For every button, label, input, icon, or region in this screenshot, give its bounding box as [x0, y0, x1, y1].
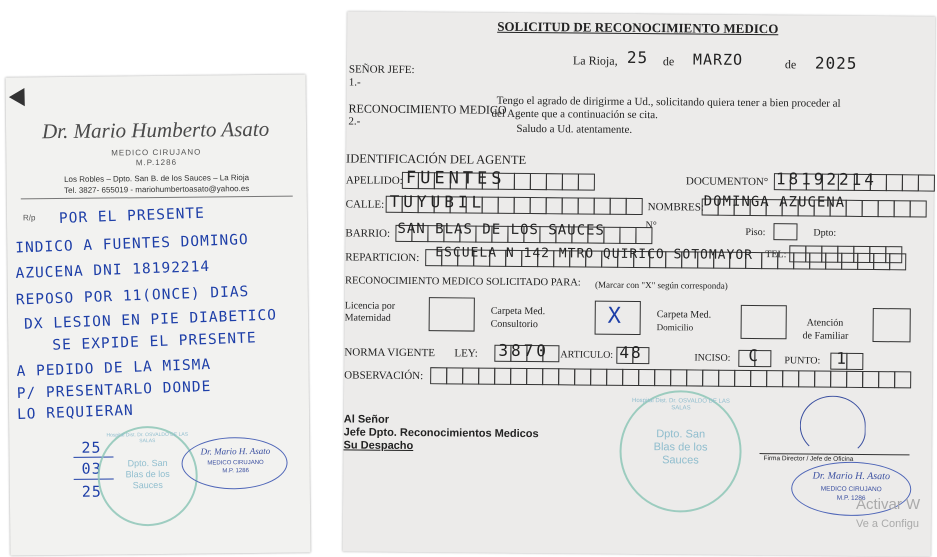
- stamp-license: M.P. 1286: [222, 468, 249, 475]
- nombres-label: NOMBRES:: [647, 201, 704, 214]
- domicilio-checkbox: [741, 305, 787, 339]
- stamp-name: Dr. Mario H. Asato: [200, 445, 271, 457]
- doctor-address: Los Robles – Dpto. San B. de los Sauces – La Rioja: [64, 173, 250, 184]
- rx-line: AZUCENA DNI 18192214: [15, 258, 211, 283]
- punto-value: 1: [836, 348, 848, 368]
- option-licencia-label: Maternidad: [344, 312, 391, 324]
- date-month: 03: [81, 459, 102, 478]
- de-label: de: [784, 57, 797, 72]
- ley-value: 3870: [498, 340, 550, 361]
- nombres-value: DOMINGA AZUCENA: [703, 193, 846, 211]
- tel-label: TEL:: [765, 249, 787, 261]
- intro-line-1: Tengo el agrado de dirigirme a Ud., solicitando quiera tener a bien proceder al: [496, 94, 841, 110]
- inciso-value: C: [748, 345, 760, 366]
- doctor-name: Dr. Mario Humberto Asato: [41, 116, 270, 144]
- articulo-label: ARTICULO:: [560, 349, 614, 361]
- option-domicilio-label: Domicilio: [656, 322, 694, 333]
- doctor-license: M.P.1286: [135, 157, 178, 168]
- piso-box: [773, 223, 797, 240]
- documento-label: DOCUMENTO: [685, 175, 757, 189]
- stamp-ring-text: Hospital Dist. Dr. OSVALDO DE LAS SALAS: [631, 397, 730, 412]
- barrio-value: SAN BLAS DE LOS SAUCES: [397, 220, 605, 239]
- stamp-name: Dr. Mario H. Asato: [812, 470, 891, 483]
- intro-line-3: Saludo a Ud. atentamente.: [516, 122, 633, 136]
- calle-value: TUYUBIL: [389, 191, 486, 212]
- stamp-center-text: Dpto. San Blas de los Sauces: [125, 457, 170, 491]
- rx-line: REPOSO POR 11(ONCE) DIAS: [15, 283, 250, 309]
- activation-watermark-line1: Activar W: [856, 496, 921, 513]
- stamp-license: M.P. 1286: [836, 494, 866, 502]
- activation-watermark-line2: Ve a Configu: [856, 518, 919, 530]
- articulo-value: 48: [619, 342, 643, 363]
- barrio-label: BARRIO:: [345, 227, 391, 240]
- hospital-round-stamp: [97, 426, 198, 527]
- solicitado-hint: (Marcar con "X" según corresponda): [594, 279, 728, 291]
- apellido-label: APELLIDO:: [345, 174, 403, 187]
- nro-label: N°: [755, 176, 769, 189]
- place-label: La Rioja,: [572, 53, 618, 68]
- item-1: 1.-: [348, 76, 361, 89]
- date-month-value: MARZO: [692, 50, 744, 69]
- date-year: 25: [81, 482, 103, 501]
- familiar-checkbox: [873, 308, 911, 342]
- rx-line: A PEDIDO DE LA MISMA: [16, 356, 212, 381]
- rx-line: P/ PRESENTARLO DONDE: [16, 378, 212, 403]
- option-familiar-label: Atención: [806, 317, 844, 329]
- option-consultorio-label: Consultorio: [490, 318, 538, 331]
- intro-line-2: del Agente que a continuación se cita.: [491, 107, 658, 122]
- piso-label: Piso:: [745, 226, 766, 239]
- n-label: N°: [645, 220, 657, 232]
- date-day-value: 25: [626, 47, 649, 68]
- stamp-center-text: Dpto. San Blas de los Sauces: [653, 428, 708, 467]
- signature-scribble: [800, 395, 867, 456]
- firma-label: Firma Director / Jefe de Oficina: [763, 455, 854, 463]
- dpto-label: Dpto:: [813, 227, 837, 239]
- rx-line: LO REQUIERAN: [16, 402, 135, 424]
- solicitado-label: RECONOCIMIENTO MEDICO SOLICITADO PARA:: [344, 275, 581, 289]
- norma-label: NORMA VIGENTE: [344, 346, 435, 360]
- senor-jefe: SEÑOR JEFE:: [348, 63, 415, 77]
- ink-mark: [9, 88, 33, 111]
- doctor-signature-stamp: [181, 437, 288, 490]
- su-despacho: Su Despacho: [343, 439, 414, 453]
- option-licencia-label: Licencia por: [344, 300, 396, 312]
- consultorio-checkbox: [595, 301, 641, 335]
- reparticion-value: ESCUELA N 142 MTRO QUIRICO SOTOMAYOR: [435, 245, 754, 263]
- jefe-dpto: Jefe Dpto. Reconocimientos Medicos: [343, 426, 539, 441]
- divider: [21, 196, 293, 200]
- form-title: SOLICITUD DE RECONOCIMIENTO MEDICO: [497, 18, 779, 37]
- consultorio-mark: X: [607, 303, 623, 329]
- licencia-checkbox: [429, 297, 475, 331]
- doctor-specialty: MEDICO CIRUJANO: [111, 147, 202, 158]
- rp-label: R/p: [22, 213, 36, 223]
- option-consultorio-label: Carpeta Med.: [490, 305, 546, 318]
- prescription-paper: [6, 74, 311, 555]
- al-senor: Al Señor: [343, 413, 390, 426]
- documento-value: 18192214: [775, 169, 878, 190]
- date-day: 25: [81, 438, 102, 457]
- inciso-label: INCISO:: [694, 352, 731, 364]
- de-label: de: [662, 54, 675, 69]
- doctor-contact: Tel. 3827- 655019 - mariohumbertoasato@yahoo.es: [64, 184, 250, 195]
- item-2: 2.-: [348, 115, 361, 128]
- punto-label: PUNTO:: [784, 355, 821, 367]
- observacion-label: OBSERVACIÓN:: [344, 369, 424, 383]
- ley-label: LEY:: [454, 347, 478, 360]
- hospital-round-stamp: [619, 390, 742, 513]
- rx-line: SE EXPIDE EL PRESENTE: [52, 330, 257, 354]
- stamp-title: MEDICO CIRUJANO: [207, 459, 264, 467]
- stamp-ring-text: Hospital Dist. Dr. OSVALDO DE LAS SALAS: [106, 431, 189, 445]
- option-domicilio-label: Carpeta Med.: [656, 309, 712, 321]
- stamp-title: MEDICO CIRUJANO: [820, 485, 882, 494]
- option-familiar-label: de Familiar: [802, 330, 849, 342]
- rx-line: INDICO A FUENTES DOMINGO: [15, 231, 249, 257]
- rx-line: DX LESION EN PIE DIABETICO: [23, 307, 278, 333]
- date-year-value: 2025: [814, 53, 858, 73]
- medical-request-form: [343, 11, 936, 556]
- reconocimiento-label: RECONOCIMIENTO MEDICO: [348, 101, 507, 117]
- reparticion-label: REPARTICION:: [345, 251, 420, 265]
- observacion-grid: [430, 367, 910, 388]
- rx-line: POR EL PRESENTE: [58, 205, 206, 227]
- calle-label: CALLE:: [345, 198, 385, 211]
- section-title: IDENTIFICACIÓN DEL AGENTE: [346, 151, 527, 168]
- apellido-value: FUENTES: [405, 167, 506, 189]
